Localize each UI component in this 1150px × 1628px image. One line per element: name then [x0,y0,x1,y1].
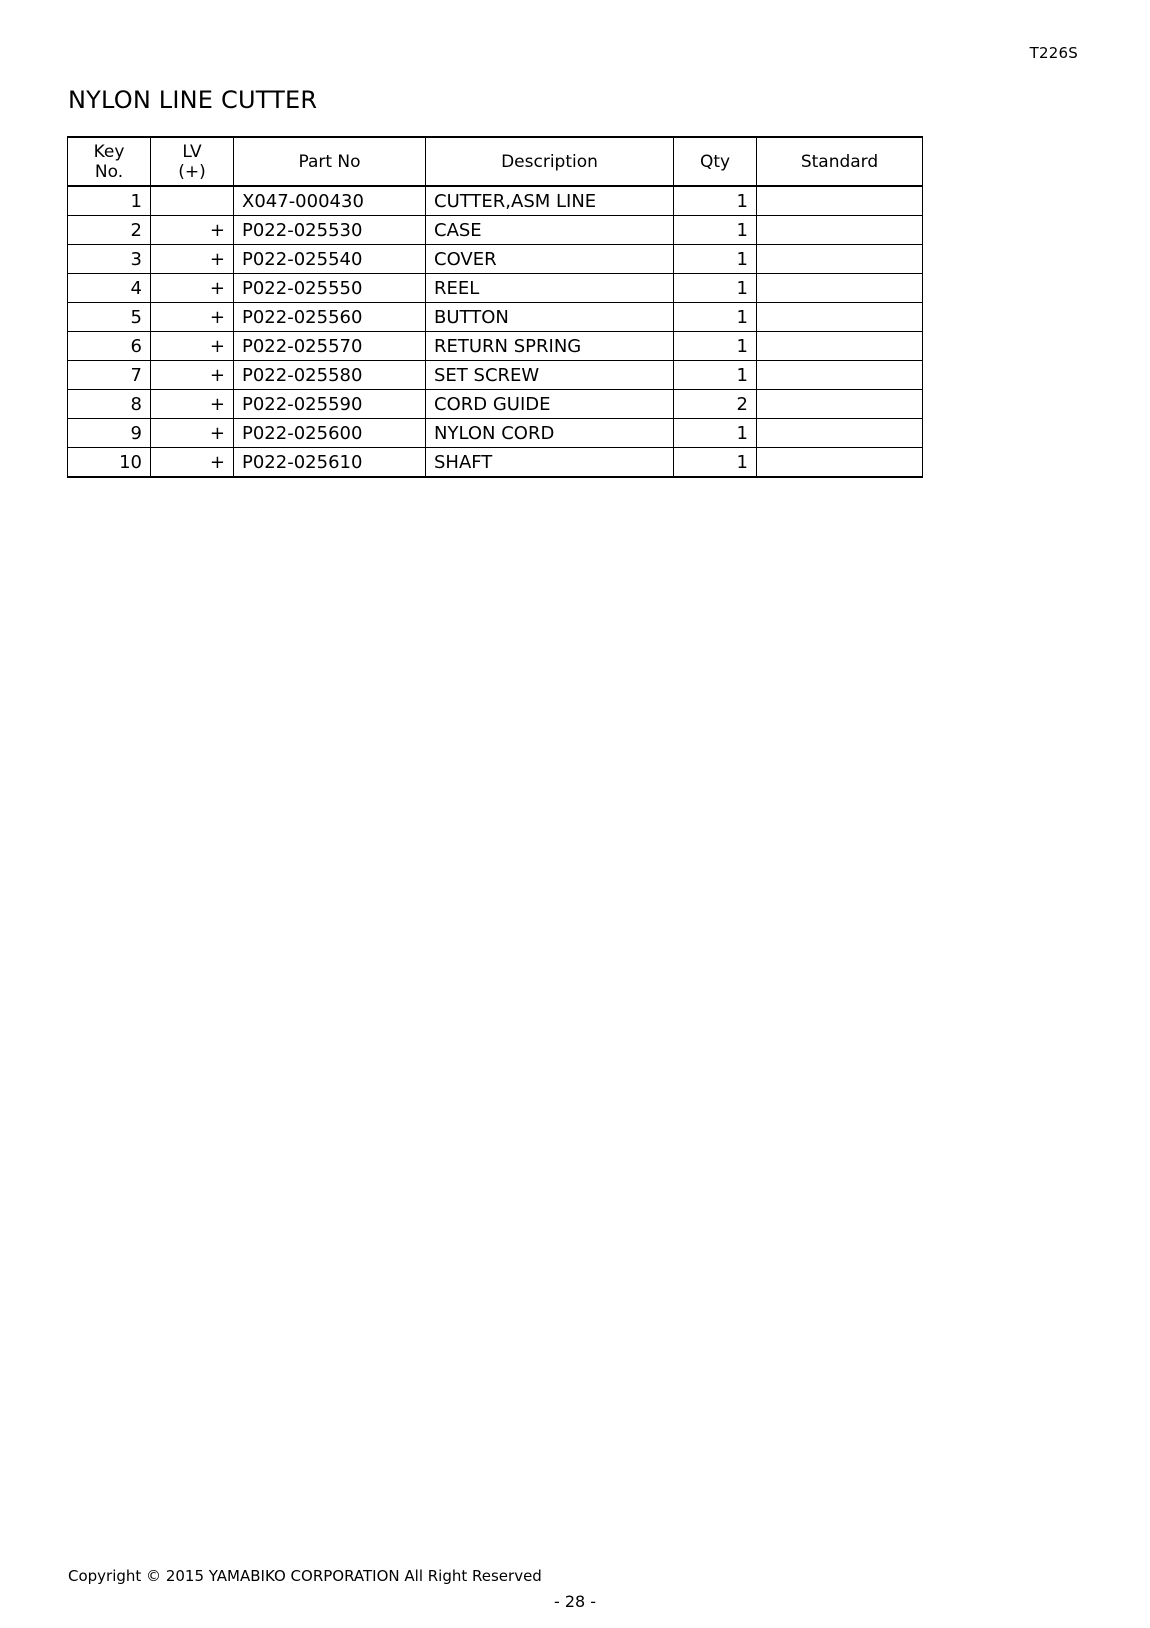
cell-standard [757,303,923,332]
header-key-line2: No. [94,161,124,182]
cell-standard [757,245,923,274]
parts-table [67,136,923,478]
cell-standard [757,361,923,390]
cell-standard [757,448,923,478]
header-description: Description [426,137,674,186]
cell-part-no: P022-025540 [234,245,426,274]
cell-description: CUTTER,ASM LINE [426,186,674,216]
table-row [68,390,923,419]
cell-part-no: P022-025580 [234,361,426,390]
cell-qty: 1 [674,186,757,216]
cell-part-no: P022-025570 [234,332,426,361]
cell-part-no: P022-025600 [234,419,426,448]
cell-lv: + [151,274,234,303]
cell-key-no: 8 [68,390,151,419]
table-header-row [68,137,923,186]
header-lv [151,137,234,186]
cell-qty: 1 [674,361,757,390]
parts-table-body [68,186,923,477]
table-row [68,245,923,274]
cell-description: CORD GUIDE [426,390,674,419]
cell-key-no: 5 [68,303,151,332]
cell-lv: + [151,390,234,419]
table-row [68,216,923,245]
header-key-no [68,137,151,186]
cell-key-no: 1 [68,186,151,216]
cell-qty: 1 [674,303,757,332]
cell-qty: 1 [674,332,757,361]
cell-lv [151,186,234,216]
table-row [68,303,923,332]
cell-description: RETURN SPRING [426,332,674,361]
cell-key-no: 2 [68,216,151,245]
cell-lv: + [151,245,234,274]
table-row [68,448,923,478]
cell-part-no: P022-025560 [234,303,426,332]
cell-standard [757,390,923,419]
cell-qty: 1 [674,216,757,245]
header-lv-line1: LV [182,141,202,162]
cell-description: COVER [426,245,674,274]
cell-standard [757,419,923,448]
cell-part-no: P022-025610 [234,448,426,478]
cell-description: CASE [426,216,674,245]
table-row [68,361,923,390]
cell-standard [757,216,923,245]
cell-part-no: P022-025550 [234,274,426,303]
header-qty: Qty [674,137,757,186]
cell-part-no: P022-025590 [234,390,426,419]
model-code: T226S [1029,44,1078,62]
cell-standard [757,332,923,361]
header-part-no: Part No [234,137,426,186]
cell-key-no: 10 [68,448,151,478]
table-row [68,419,923,448]
cell-qty: 1 [674,448,757,478]
header-standard: Standard [757,137,923,186]
cell-lv: + [151,419,234,448]
cell-key-no: 4 [68,274,151,303]
cell-standard [757,274,923,303]
cell-lv: + [151,216,234,245]
cell-key-no: 7 [68,361,151,390]
cell-qty: 1 [674,245,757,274]
cell-description: SET SCREW [426,361,674,390]
cell-lv: + [151,361,234,390]
cell-lv: + [151,448,234,478]
page-title: NYLON LINE CUTTER [68,86,318,114]
cell-key-no: 9 [68,419,151,448]
cell-description: REEL [426,274,674,303]
cell-qty: 2 [674,390,757,419]
page-number: - 28 - [553,1592,597,1611]
copyright-notice: Copyright © 2015 YAMABIKO CORPORATION All Right Reserved [68,1567,542,1585]
cell-part-no: X047-000430 [234,186,426,216]
cell-description: NYLON CORD [426,419,674,448]
cell-part-no: P022-025530 [234,216,426,245]
table-row [68,274,923,303]
cell-lv: + [151,303,234,332]
cell-qty: 1 [674,419,757,448]
cell-key-no: 3 [68,245,151,274]
header-key-line1: Key [93,141,125,162]
header-lv-line2: (+) [178,161,206,182]
table-row [68,332,923,361]
cell-key-no: 6 [68,332,151,361]
cell-lv: + [151,332,234,361]
table-row [68,186,923,216]
cell-description: BUTTON [426,303,674,332]
cell-standard [757,186,923,216]
cell-qty: 1 [674,274,757,303]
cell-description: SHAFT [426,448,674,478]
